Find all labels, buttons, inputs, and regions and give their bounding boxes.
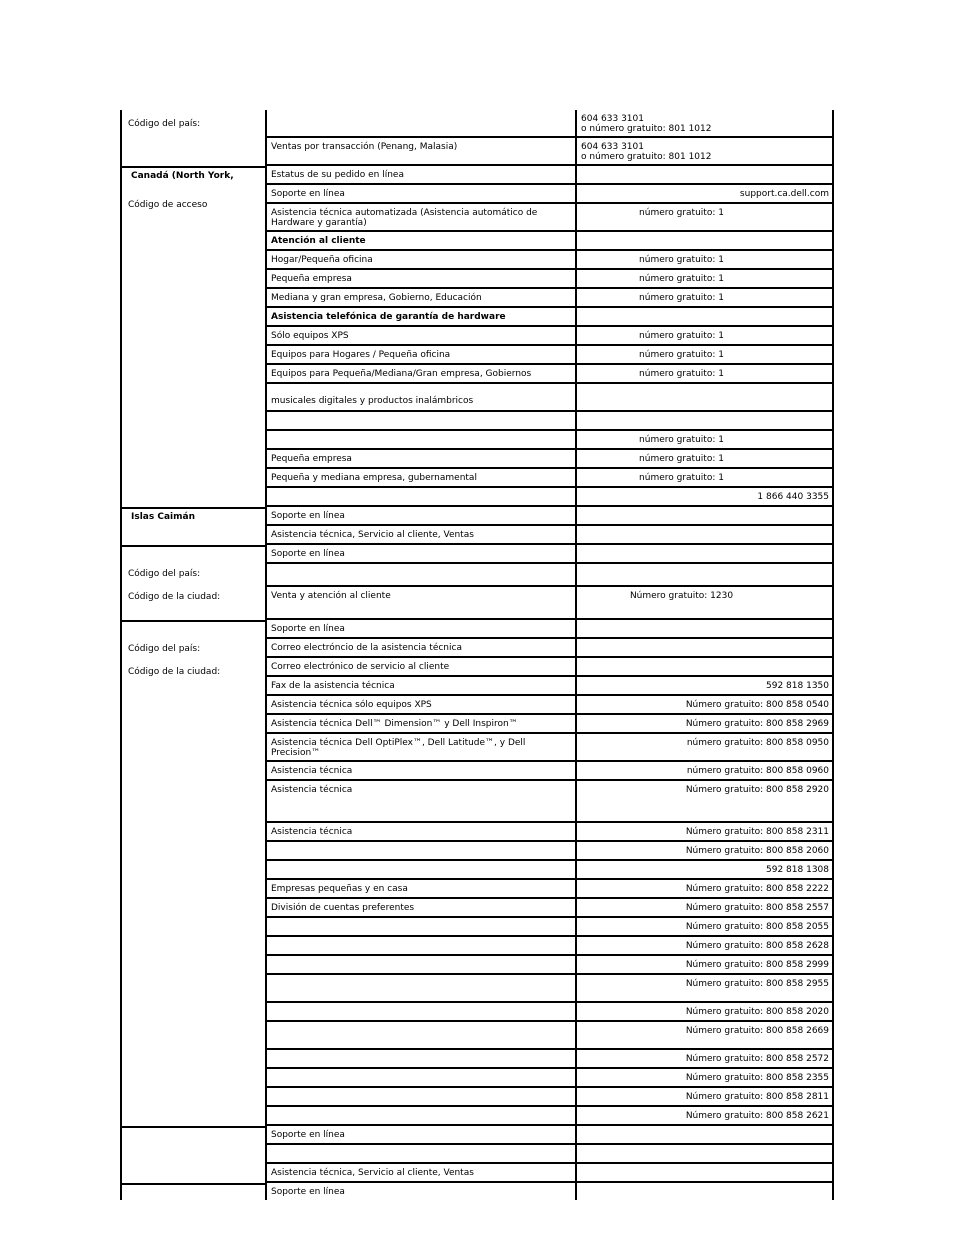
phone-cell: Número gratuito: 800 858 2669 [575, 1022, 834, 1048]
service-cell: Empresas pequeñas y en casa [265, 880, 575, 897]
phone-cell: Número gratuito: 800 858 2311 [575, 823, 834, 840]
country-group [120, 110, 834, 166]
phone-cell [575, 620, 834, 637]
table-row [265, 1126, 834, 1145]
phone-cell: número gratuito: 1 [575, 289, 834, 306]
phone-cell: número gratuito: 800 858 0960 [575, 762, 834, 779]
phone-cell: número gratuito: 1 [575, 469, 834, 486]
table-row [265, 899, 834, 918]
phone-cell: Número gratuito: 800 858 2811 [575, 1088, 834, 1105]
phone-cell: Número gratuito: 800 858 2355 [575, 1069, 834, 1086]
service-cell: musicales digitales y productos inalámbricos [265, 384, 575, 410]
service-cell [265, 1107, 575, 1124]
service-cell [265, 842, 575, 859]
phone-cell: 592 818 1350 [575, 677, 834, 694]
service-cell [265, 1069, 575, 1086]
service-cell [265, 1088, 575, 1105]
table-row [265, 431, 834, 450]
phone-cell [575, 639, 834, 656]
country-code-label: Código del país: [128, 644, 201, 654]
table-row [265, 639, 834, 658]
phone-cell: Número gratuito: 1230 [575, 587, 834, 618]
phone-cell [575, 1145, 834, 1162]
table-row [265, 620, 834, 639]
phone-cell [575, 658, 834, 675]
country-group [120, 620, 834, 1126]
service-cell: Soporte en línea [265, 1183, 575, 1200]
table-row [265, 185, 834, 204]
table-row [265, 956, 834, 975]
phone-cell [575, 507, 834, 524]
table-row [265, 1022, 834, 1050]
phone-cell: Número gratuito: 800 858 0540 [575, 696, 834, 713]
country-group [120, 166, 834, 507]
table-row [265, 677, 834, 696]
country-name: Islas Caimán [131, 512, 195, 522]
service-cell [265, 488, 575, 505]
service-cell: Pequeña empresa [265, 270, 575, 287]
phone-cell: número gratuito: 1 [575, 270, 834, 287]
service-cell [265, 1050, 575, 1067]
service-cell: Atención al cliente [265, 232, 575, 249]
service-cell [265, 956, 575, 973]
country-group [120, 507, 834, 545]
service-cell [265, 1145, 575, 1162]
phone-cell: Número gratuito: 800 858 2557 [575, 899, 834, 916]
service-cell: Asistencia técnica [265, 781, 575, 821]
service-cell: Venta y atención al cliente [265, 587, 575, 618]
service-cell [265, 975, 575, 1001]
service-cell [265, 1003, 575, 1020]
table-row [265, 823, 834, 842]
service-cell [265, 937, 575, 954]
service-cell: Fax de la asistencia técnica [265, 677, 575, 694]
service-cell: Hogar/Pequeña oficina [265, 251, 575, 268]
table-row [265, 937, 834, 956]
phone-cell: 592 818 1308 [575, 861, 834, 878]
table-row [265, 327, 834, 346]
phone-cell: número gratuito: 1 [575, 251, 834, 268]
table-row [265, 1050, 834, 1069]
country-cell [120, 620, 265, 1126]
table-row [265, 1003, 834, 1022]
table-row [265, 507, 834, 526]
service-cell: Asistencia técnica Dell™ Dimension™ y Dell Inspiron™ [265, 715, 575, 732]
country-cell [120, 110, 265, 166]
country-code-label: Código de la ciudad: [128, 592, 221, 602]
table-row [265, 526, 834, 545]
table-row [265, 166, 834, 185]
phone-cell: número gratuito: 1 [575, 365, 834, 382]
phone-cell: número gratuito: 1 [575, 346, 834, 363]
service-cell [265, 412, 575, 429]
phone-cell: Número gratuito: 800 858 2055 [575, 918, 834, 935]
table-row [265, 1164, 834, 1183]
phone-cell [575, 412, 834, 429]
table-row [265, 488, 834, 507]
phone-cell: número gratuito: 1 [575, 204, 834, 230]
phone-cell: Número gratuito: 800 858 2060 [575, 842, 834, 859]
phone-cell [575, 1183, 834, 1200]
service-cell: Asistencia técnica, Servicio al cliente, Ventas [265, 526, 575, 543]
service-cell: Ventas por transacción (Penang, Malasia) [265, 138, 575, 164]
contact-table [120, 110, 834, 1200]
service-cell [265, 1022, 575, 1048]
table-row [265, 1145, 834, 1164]
phone-cell: número gratuito: 1 [575, 327, 834, 344]
country-cell [120, 1126, 265, 1183]
service-cell [265, 110, 575, 136]
service-cell: Asistencia técnica automatizada (Asistencia automático de Hardware y garantía) [265, 204, 575, 230]
table-row [265, 545, 834, 564]
service-cell: Soporte en línea [265, 185, 575, 202]
phone-cell: Número gratuito: 800 858 2920 [575, 781, 834, 821]
phone-cell: número gratuito: 800 858 0950 [575, 734, 834, 760]
table-row [265, 918, 834, 937]
table-row [265, 384, 834, 412]
table-row [265, 412, 834, 431]
service-cell [265, 918, 575, 935]
phone-cell [575, 564, 834, 585]
phone-cell [575, 1164, 834, 1181]
country-cell [120, 166, 265, 507]
phone-cell: número gratuito: 1 [575, 450, 834, 467]
phone-cell: Número gratuito: 800 858 2969 [575, 715, 834, 732]
table-row [265, 110, 834, 138]
service-cell: Asistencia técnica Dell OptiPlex™, Dell Latitude™, y Dell Precision™ [265, 734, 575, 760]
phone-cell [575, 166, 834, 183]
table-row [265, 308, 834, 327]
country-cell [120, 1183, 265, 1200]
table-row [265, 289, 834, 308]
service-cell: Soporte en línea [265, 507, 575, 524]
service-cell: Soporte en línea [265, 1126, 575, 1143]
country-group [120, 545, 834, 620]
phone-cell [575, 526, 834, 543]
phone-cell: Número gratuito: 800 858 2020 [575, 1003, 834, 1020]
service-cell [265, 861, 575, 878]
phone-cell [575, 384, 834, 410]
table-row [265, 880, 834, 899]
table-row [265, 365, 834, 384]
service-cell: Correo electróncio de la asistencia técnica [265, 639, 575, 656]
phone-cell [575, 308, 834, 325]
service-cell: Soporte en línea [265, 620, 575, 637]
table-row [265, 781, 834, 823]
service-cell: Soporte en línea [265, 545, 575, 562]
table-row [265, 696, 834, 715]
phone-cell [575, 232, 834, 249]
service-cell: Asistencia técnica, Servicio al cliente, Ventas [265, 1164, 575, 1181]
table-row [265, 587, 834, 620]
phone-cell [575, 545, 834, 562]
phone-cell: número gratuito: 1 [575, 431, 834, 448]
table-row [265, 762, 834, 781]
service-cell: Pequeña y mediana empresa, gubernamental [265, 469, 575, 486]
table-row [265, 564, 834, 587]
country-group [120, 1126, 834, 1183]
service-cell: Asistencia técnica [265, 762, 575, 779]
table-row [265, 204, 834, 232]
table-row [265, 1183, 834, 1200]
table-row [265, 346, 834, 365]
country-code-label: Código del país: [128, 569, 201, 579]
phone-cell [575, 1126, 834, 1143]
service-cell: Asistencia técnica sólo equipos XPS [265, 696, 575, 713]
service-cell: Equipos para Pequeña/Mediana/Gran empresa, Gobiernos [265, 365, 575, 382]
table-row [265, 1069, 834, 1088]
table-row [265, 842, 834, 861]
phone-cell: 1 866 440 3355 [575, 488, 834, 505]
phone-cell: Número gratuito: 800 858 2955 [575, 975, 834, 1001]
country-code-label: Código de acceso [128, 200, 208, 210]
phone-cell: 604 633 3101 o número gratuito: 801 1012 [575, 138, 834, 164]
phone-cell: Número gratuito: 800 858 2222 [575, 880, 834, 897]
service-cell: Asistencia técnica [265, 823, 575, 840]
table-row [265, 232, 834, 251]
service-cell: Sólo equipos XPS [265, 327, 575, 344]
table-row [265, 734, 834, 762]
table-row [265, 138, 834, 166]
table-row [265, 450, 834, 469]
phone-cell: Número gratuito: 800 858 2999 [575, 956, 834, 973]
table-row [265, 469, 834, 488]
service-cell [265, 431, 575, 448]
table-row [265, 975, 834, 1003]
service-cell: Mediana y gran empresa, Gobierno, Educación [265, 289, 575, 306]
table-row [265, 715, 834, 734]
phone-cell: Número gratuito: 800 858 2621 [575, 1107, 834, 1124]
country-name: Canadá (North York, [131, 171, 234, 181]
table-row [265, 270, 834, 289]
service-cell: Estatus de su pedido en línea [265, 166, 575, 183]
table-row [265, 251, 834, 270]
phone-cell: Número gratuito: 800 858 2628 [575, 937, 834, 954]
table-row [265, 861, 834, 880]
country-group [120, 1183, 834, 1200]
phone-cell: 604 633 3101 o número gratuito: 801 1012 [575, 110, 834, 136]
service-cell: Asistencia telefónica de garantía de hardware [265, 308, 575, 325]
phone-cell: Número gratuito: 800 858 2572 [575, 1050, 834, 1067]
phone-cell: support.ca.dell.com [575, 185, 834, 202]
service-cell: Equipos para Hogares / Pequeña oficina [265, 346, 575, 363]
service-cell [265, 564, 575, 585]
country-cell [120, 507, 265, 545]
table-row [265, 658, 834, 677]
country-code-label: Código del país: [128, 119, 201, 129]
country-code-label: Código de la ciudad: [128, 667, 221, 677]
country-cell [120, 545, 265, 620]
service-cell: Pequeña empresa [265, 450, 575, 467]
service-cell: Correo electrónico de servicio al cliente [265, 658, 575, 675]
service-cell: División de cuentas preferentes [265, 899, 575, 916]
table-row [265, 1088, 834, 1107]
table-row [265, 1107, 834, 1126]
